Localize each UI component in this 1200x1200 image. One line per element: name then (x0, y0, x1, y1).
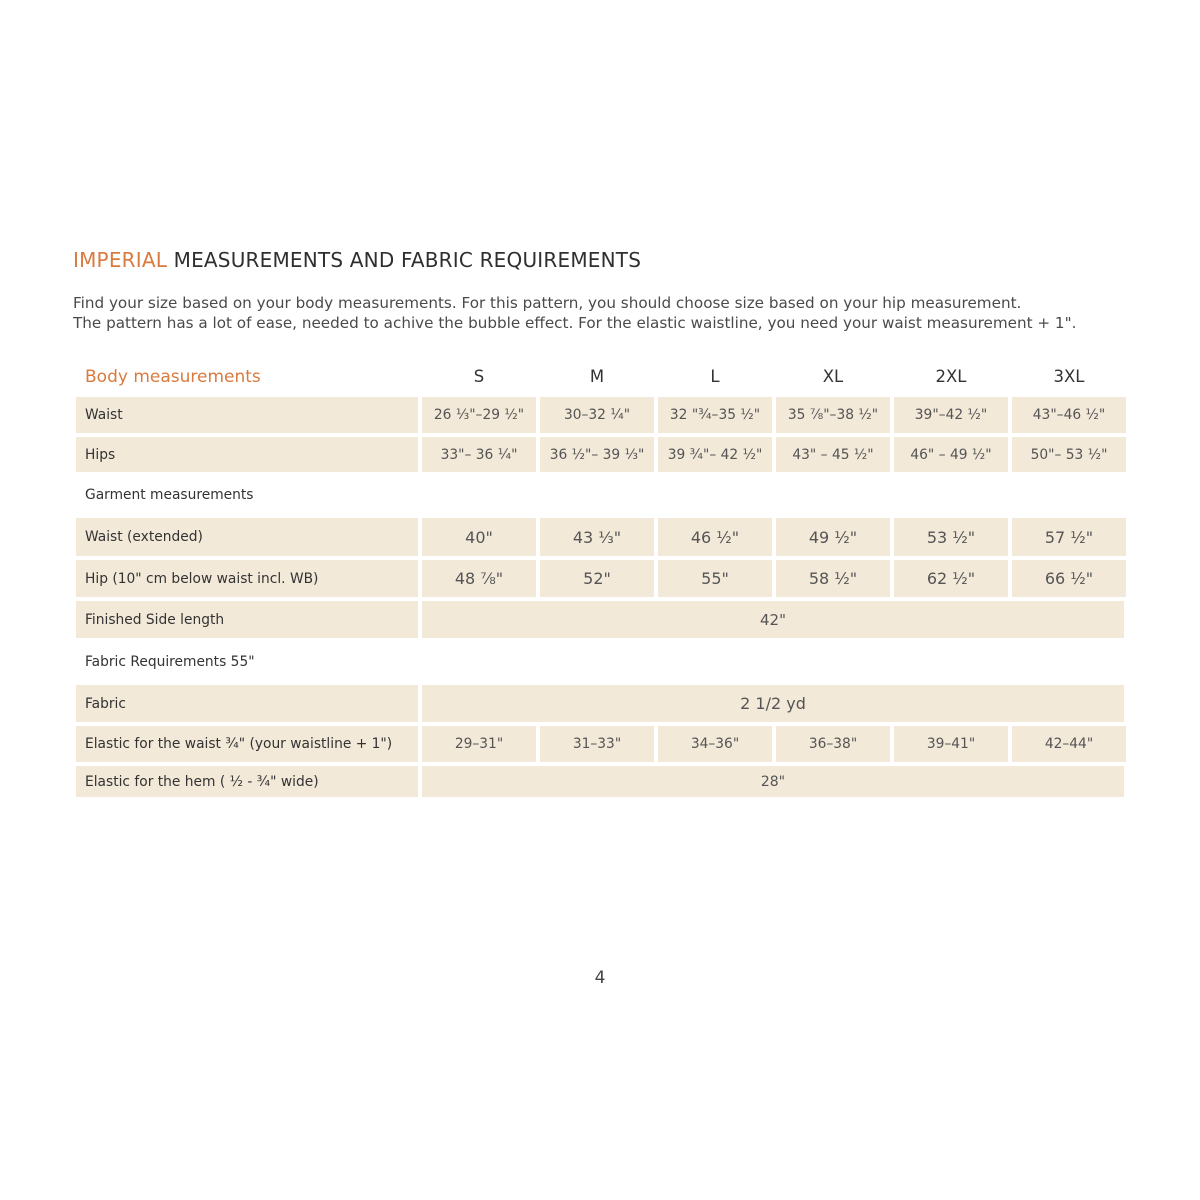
page-number: 4 (594, 968, 606, 988)
table-cell: 39 ¾"– 42 ½" (658, 437, 772, 472)
table-row-elastic-hem (76, 766, 1124, 797)
table-cell-spanned: 2 1/2 yd (422, 685, 1124, 722)
table-cell-spanned: 42" (422, 601, 1124, 638)
header-size-s: S (473, 367, 485, 386)
table-cell: 48 ⅞" (422, 560, 536, 597)
header-size-2xl: 2XL (935, 367, 967, 386)
intro-text (73, 293, 1133, 333)
section-garment-measurements: Garment measurements (85, 487, 254, 503)
table-cell: 39"–42 ½" (894, 397, 1008, 433)
table-cell: 58 ½" (776, 560, 890, 597)
intro-line-1: Find your size based on your body measurements. For this pattern, you should choose size based on your hip measurement. (73, 294, 1022, 312)
table-cell: 29–31" (422, 726, 536, 762)
table-cell: 62 ½" (894, 560, 1008, 597)
row-label: Hip (10" cm below waist incl. WB) (76, 560, 418, 597)
table-cell: 43" – 45 ½" (776, 437, 890, 472)
title-accent: IMPERIAL (73, 248, 168, 272)
table-cell: 53 ½" (894, 518, 1008, 556)
table-cell: 30–32 ¼" (540, 397, 654, 433)
table-cell: 49 ½" (776, 518, 890, 556)
table-cell-spanned: 28" (422, 766, 1124, 797)
table-cell: 32 "¾–35 ½" (658, 397, 772, 433)
table-cell: 57 ½" (1012, 518, 1126, 556)
page-title (73, 248, 641, 272)
table-cell: 50"– 53 ½" (1012, 437, 1126, 472)
section-fabric-requirements: Fabric Requirements 55" (85, 654, 255, 670)
table-row-finished-side-length (76, 601, 1124, 638)
header-size-3xl: 3XL (1053, 367, 1085, 386)
table-cell: 35 ⅞"–38 ½" (776, 397, 890, 433)
row-label: Elastic for the waist ¾" (your waistline + 1") (76, 726, 418, 762)
row-label: Fabric (76, 685, 418, 722)
header-size-m: M (589, 367, 605, 386)
table-cell: 31–33" (540, 726, 654, 762)
intro-line-2: The pattern has a lot of ease, needed to achive the bubble effect. For the elastic waistline, you need your waist measurement + 1". (73, 314, 1077, 332)
table-cell: 36 ½"– 39 ⅓" (540, 437, 654, 472)
header-size-l: L (710, 367, 720, 386)
table-cell: 46 ½" (658, 518, 772, 556)
table-cell: 66 ½" (1012, 560, 1126, 597)
title-rest: MEASUREMENTS AND FABRIC REQUIREMENTS (167, 248, 642, 272)
table-header (76, 360, 1124, 394)
row-label: Waist (76, 397, 418, 433)
table-cell: 43 ⅓" (540, 518, 654, 556)
table-cell: 40" (422, 518, 536, 556)
table-row-elastic-waist (76, 726, 1124, 762)
table-cell: 42–44" (1012, 726, 1126, 762)
table-row-waist-extended (76, 518, 1124, 556)
table-cell: 36–38" (776, 726, 890, 762)
row-label: Finished Side length (76, 601, 418, 638)
table-cell: 33"– 36 ¼" (422, 437, 536, 472)
table-cell: 55" (658, 560, 772, 597)
table-row-hip-garment (76, 560, 1124, 597)
table-row-fabric (76, 685, 1124, 722)
table-cell: 39–41" (894, 726, 1008, 762)
row-label: Hips (76, 437, 418, 472)
header-body-measurements: Body measurements (85, 367, 261, 387)
row-label: Elastic for the hem ( ½ - ¾" wide) (76, 766, 418, 797)
table-cell: 46" – 49 ½" (894, 437, 1008, 472)
table-row-waist (76, 397, 1124, 433)
header-size-xl: XL (822, 367, 844, 386)
row-label: Waist (extended) (76, 518, 418, 556)
table-cell: 26 ⅓"–29 ½" (422, 397, 536, 433)
table-cell: 43"–46 ½" (1012, 397, 1126, 433)
table-cell: 52" (540, 560, 654, 597)
table-cell: 34–36" (658, 726, 772, 762)
table-row-hips (76, 437, 1124, 472)
